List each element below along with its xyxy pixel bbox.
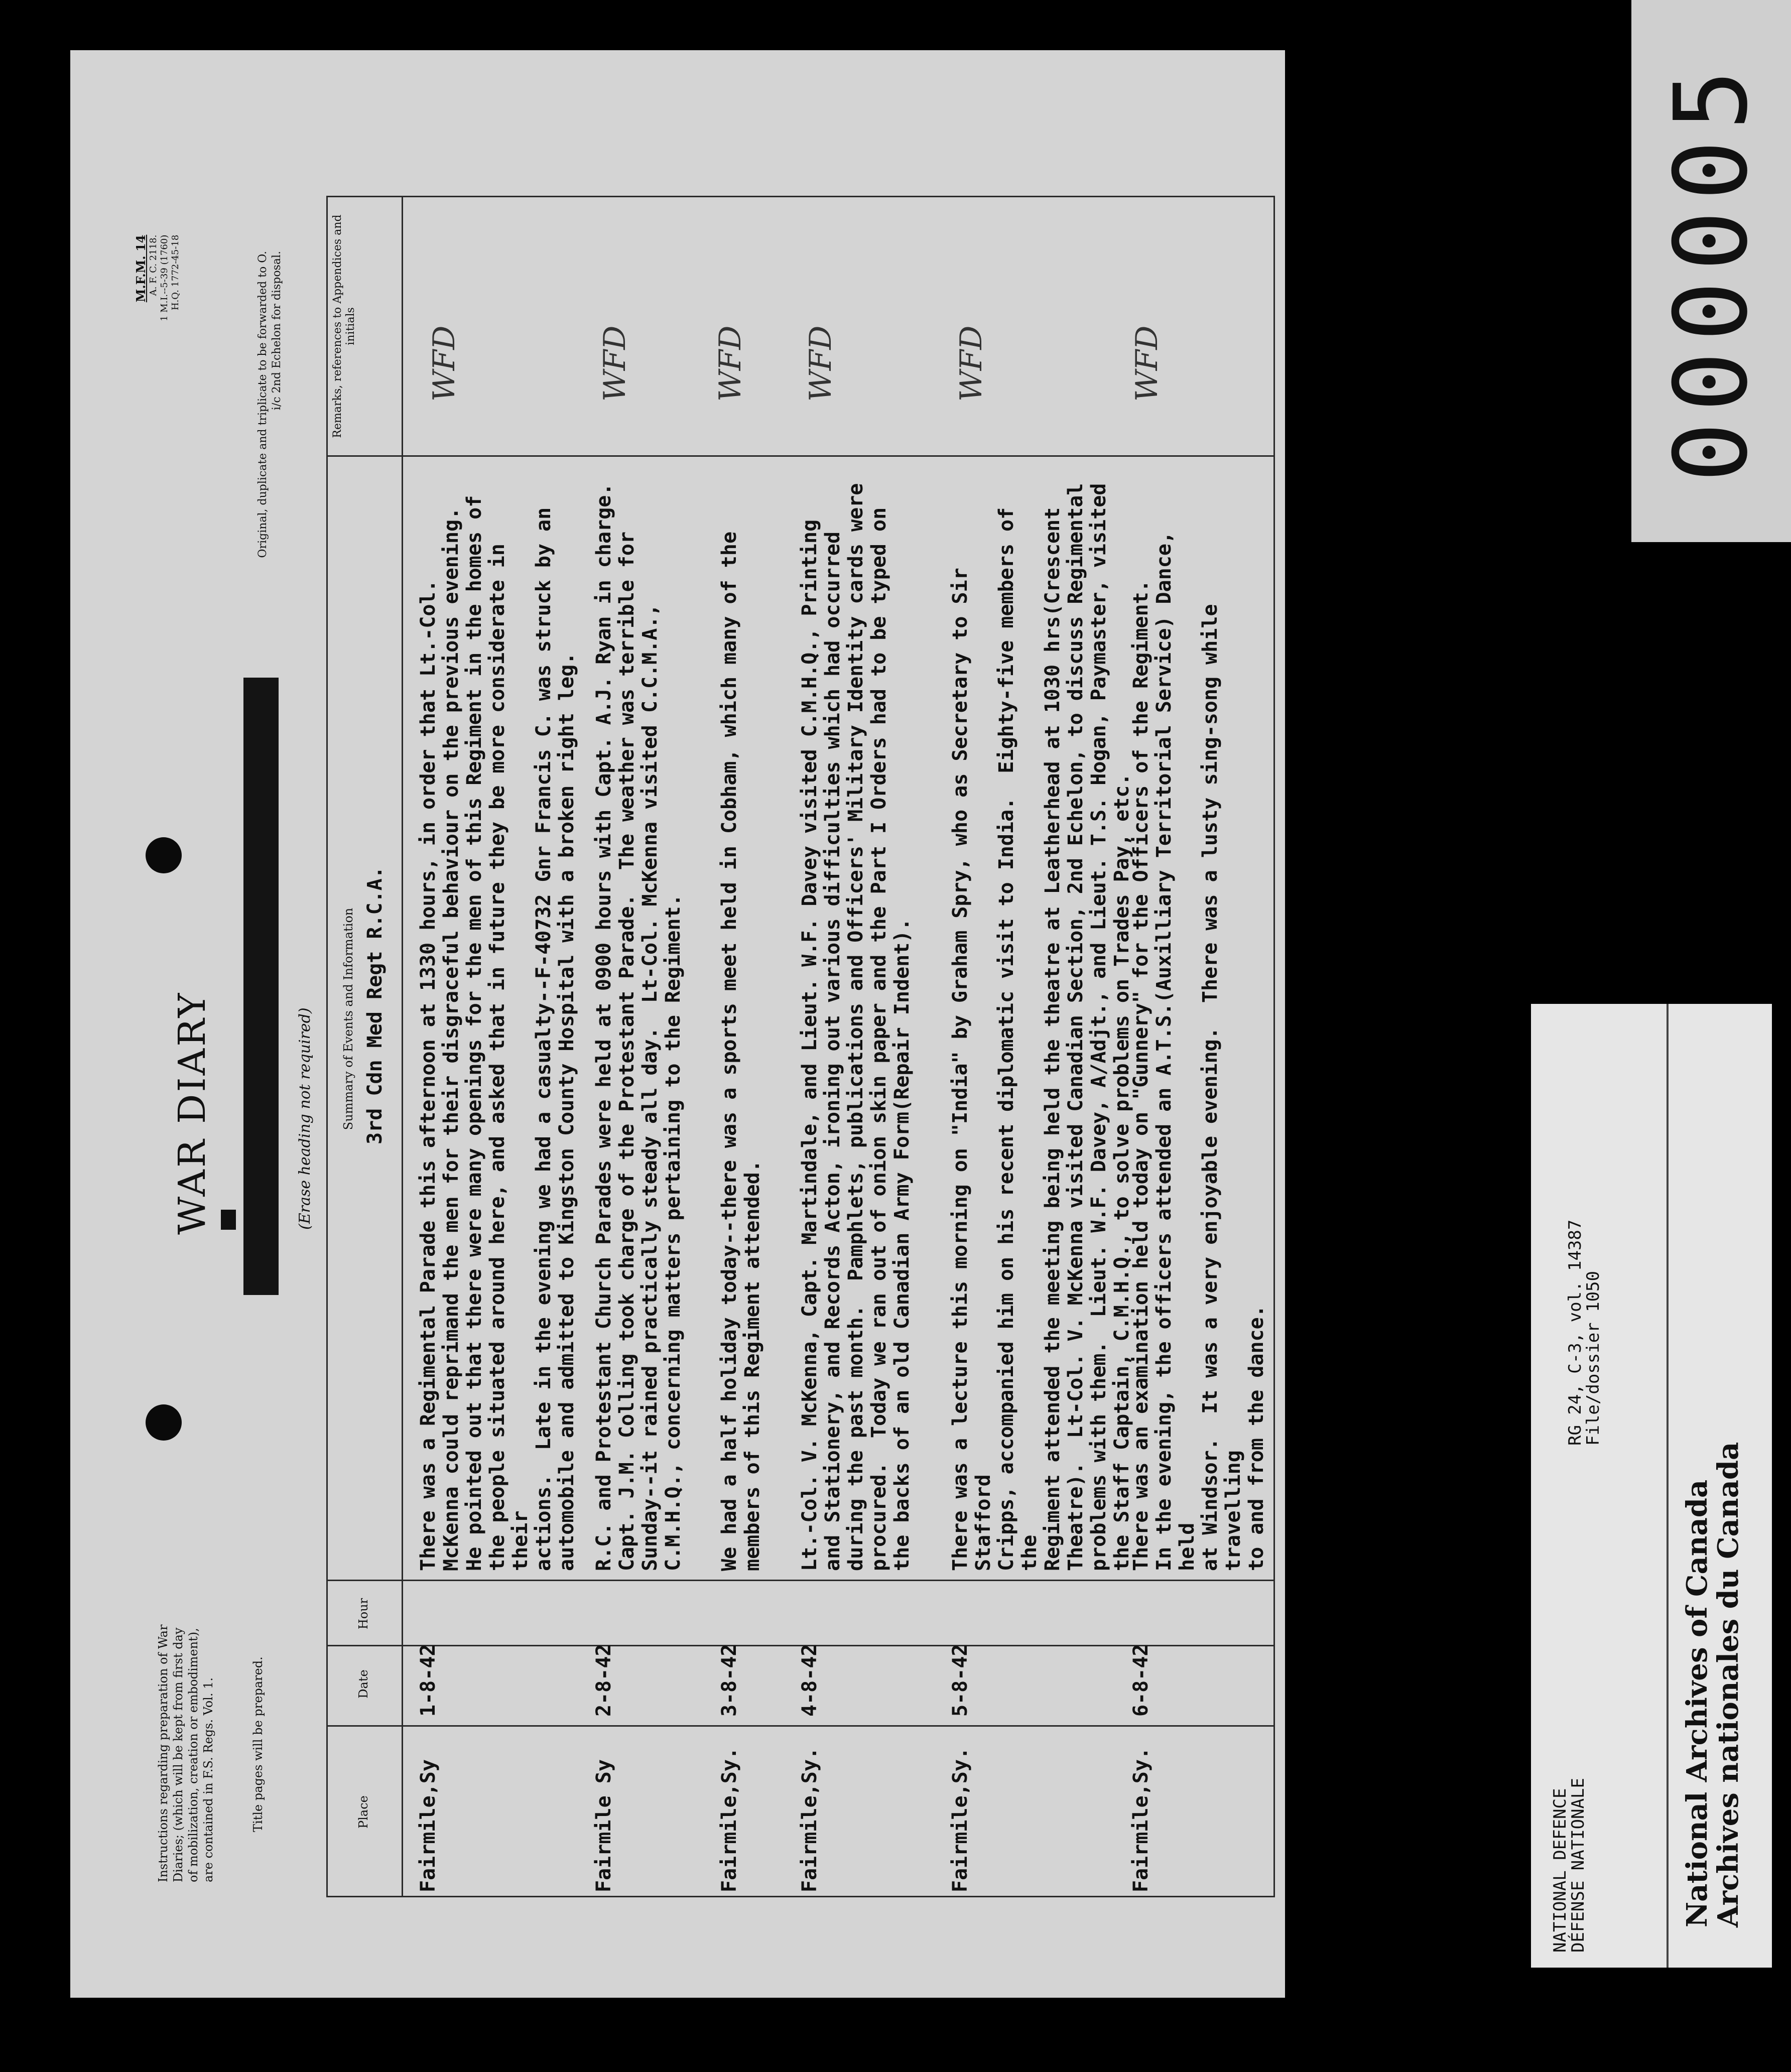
archive-reference [1566, 1220, 1602, 1446]
entry-place: Fairmile,Sy. [1129, 1747, 1153, 1892]
national-defence-fr: DÉFENSE NATIONALE [1568, 1778, 1588, 1953]
entry-initials: WFD [1129, 325, 1165, 402]
entry-summary: There was a lecture this morning on "India" by Graham Spry, who as Secretary to Sir Stafford Cripps, accompanied him on his recent diplomatic visit to India. Eighty-five members of the Regiment attended the meeting being held the theatre at Leatherhead at 1030 hrs(Crescent Theatre). Lt-Col. V. McKenna visited Canadian Section, 2nd Echelon, to discuss Regimental problems with them. Lieut. W.F. Davey, A/Adjt., and Lieut. T.S. Hogan, Paymaster, visited the Staff Captain, C.M.H.Q., to solve problems on Trades Pay, etc. [949, 483, 1133, 1571]
punch-hole-icon [146, 1404, 182, 1441]
form-code: M.F.M. 14 [134, 234, 148, 303]
entry-summary: There was a Regimental Parade this afternoon at 1330 hours, in order that Lt.-Col. McKenna could reprimand the men for their disgraceful behaviour on the previous evening. He pointed out that there were many openings for the men of this Regiment in the homes of the people situated around here, and asked that in future they be more considerate in their actions. Late in the evening we had a casualty--F-40732 Gnr Francis C. was struck by an automobile and admitted to Kingston County Hospital with a broken right leg. [417, 495, 578, 1571]
entry-date: 1-8-42 [417, 1644, 440, 1717]
reference-volume: RG 24, C-3, vol. 14387 [1565, 1219, 1585, 1446]
entry-initials: WFD [803, 325, 838, 402]
entry-date: 4-8-42 [798, 1644, 821, 1717]
reference-file: File/dossier 1050 [1583, 1271, 1603, 1446]
national-defence-en: NATIONAL DEFENCE [1550, 1788, 1570, 1953]
punch-hole-icon [146, 837, 182, 873]
entry-place: Fairmile,Sy. [949, 1747, 972, 1892]
archives-name [1682, 1442, 1744, 1927]
form-line: 1 M.I.--5-39 (1760) [159, 234, 170, 321]
entry-initials: WFD [427, 325, 462, 402]
redaction-bar [243, 678, 279, 1295]
entry-place: Fairmile,Sy [417, 1759, 440, 1892]
entry-place: Fairmile,Sy. [718, 1747, 741, 1892]
entry-place: Fairmile Sy [592, 1759, 615, 1892]
entry-date: 2-8-42 [592, 1644, 615, 1717]
entry-place: Fairmile,Sy. [798, 1747, 821, 1892]
national-defence-text [1551, 1778, 1587, 1953]
war-diary-page [70, 50, 1285, 1998]
title-pages-note: Title pages will be prepared. [251, 1656, 265, 1832]
form-line: H.Q. 1772-45-18 [170, 234, 181, 311]
form-line: A. F. C. 2118. [148, 234, 159, 296]
entry-summary: There was an examination held today on "Gunnery" for the Officers of the Regiment. In the evening, the officers attended an A.T.S.(Auxilliary Territorial Service) Dance, held at Windsor. It was a very enjoyable evening. There was a lusty sing-song while travelling to and from the dance. [1129, 531, 1268, 1571]
erase-heading-note: (Erase heading not required) [296, 1007, 314, 1230]
form-identifier [136, 235, 181, 321]
label-divider [1667, 1004, 1669, 1968]
disposal-note: Original, duplicate and triplicate to be forwarded to O. i/c 2nd Echelon for disposal. [257, 251, 283, 558]
unit-name: 3rd Cdn Med Regt R.C.A. [363, 866, 387, 1144]
entry-summary: We had a half holiday today--there was a sports meet held in Cobham, which many of the members of this Regiment attended. [718, 531, 764, 1571]
date-header: Date [356, 1669, 370, 1699]
instructions-note: Instructions regarding preparation of War Diaries; (which will be kept from first day of mobilization, creation or embodiment), are contained in F.S. Regs. Vol. 1. [156, 1624, 215, 1882]
page-number-stamp [1631, 0, 1791, 542]
entry-date: 6-8-42 [1129, 1644, 1153, 1717]
entry-summary: Lt.-Col. V. McKenna, Capt. Martindale, and Lieut. W.F. Davey visited C.M.H.Q., Printing and Stationery, and Records Acton, ironing out various difficulties which had occurred during the past month. Pamphlets, publications and Officers' Military Identity cards were procured. Today we ran out of onion skin paper and the Part I Orders had to be typed on the backs of an old Canadian Army Form(Repair Indent). [798, 483, 914, 1571]
stamp-number: 000005 [1652, 59, 1770, 483]
remarks-header: Remarks, references to Appendices and initials [331, 214, 357, 438]
place-header: Place [356, 1795, 370, 1829]
hour-header: Hour [356, 1598, 370, 1630]
diary-table [326, 196, 1275, 1897]
archives-name-fr: Archives nationales du Canada [1712, 1442, 1745, 1927]
redaction-mark [221, 1210, 236, 1230]
archives-name-en: National Archives of Canada [1681, 1479, 1714, 1927]
document-title: WAR DIARY [171, 991, 214, 1235]
entry-initials: WFD [597, 325, 632, 402]
entry-initials: WFD [954, 325, 989, 402]
entry-date: 3-8-42 [718, 1644, 741, 1717]
entry-date: 5-8-42 [949, 1644, 972, 1717]
archive-label [1531, 1004, 1772, 1968]
entry-initials: WFD [713, 325, 748, 402]
summary-header: Summary of Events and Information [341, 908, 355, 1130]
entry-summary: R.C. and Protestant Church Parades were held at 0900 hours with Capt. A.J. Ryan in charge. Capt. J.M. Colling took charge of the Protestant Parade. The weather was terrible for Sunday--it rained practically steady all day. Lt-Col. McKenna visited C.C.M.A., C.M.H.Q., concerning matters pertaining to the Regiment. [592, 483, 685, 1571]
